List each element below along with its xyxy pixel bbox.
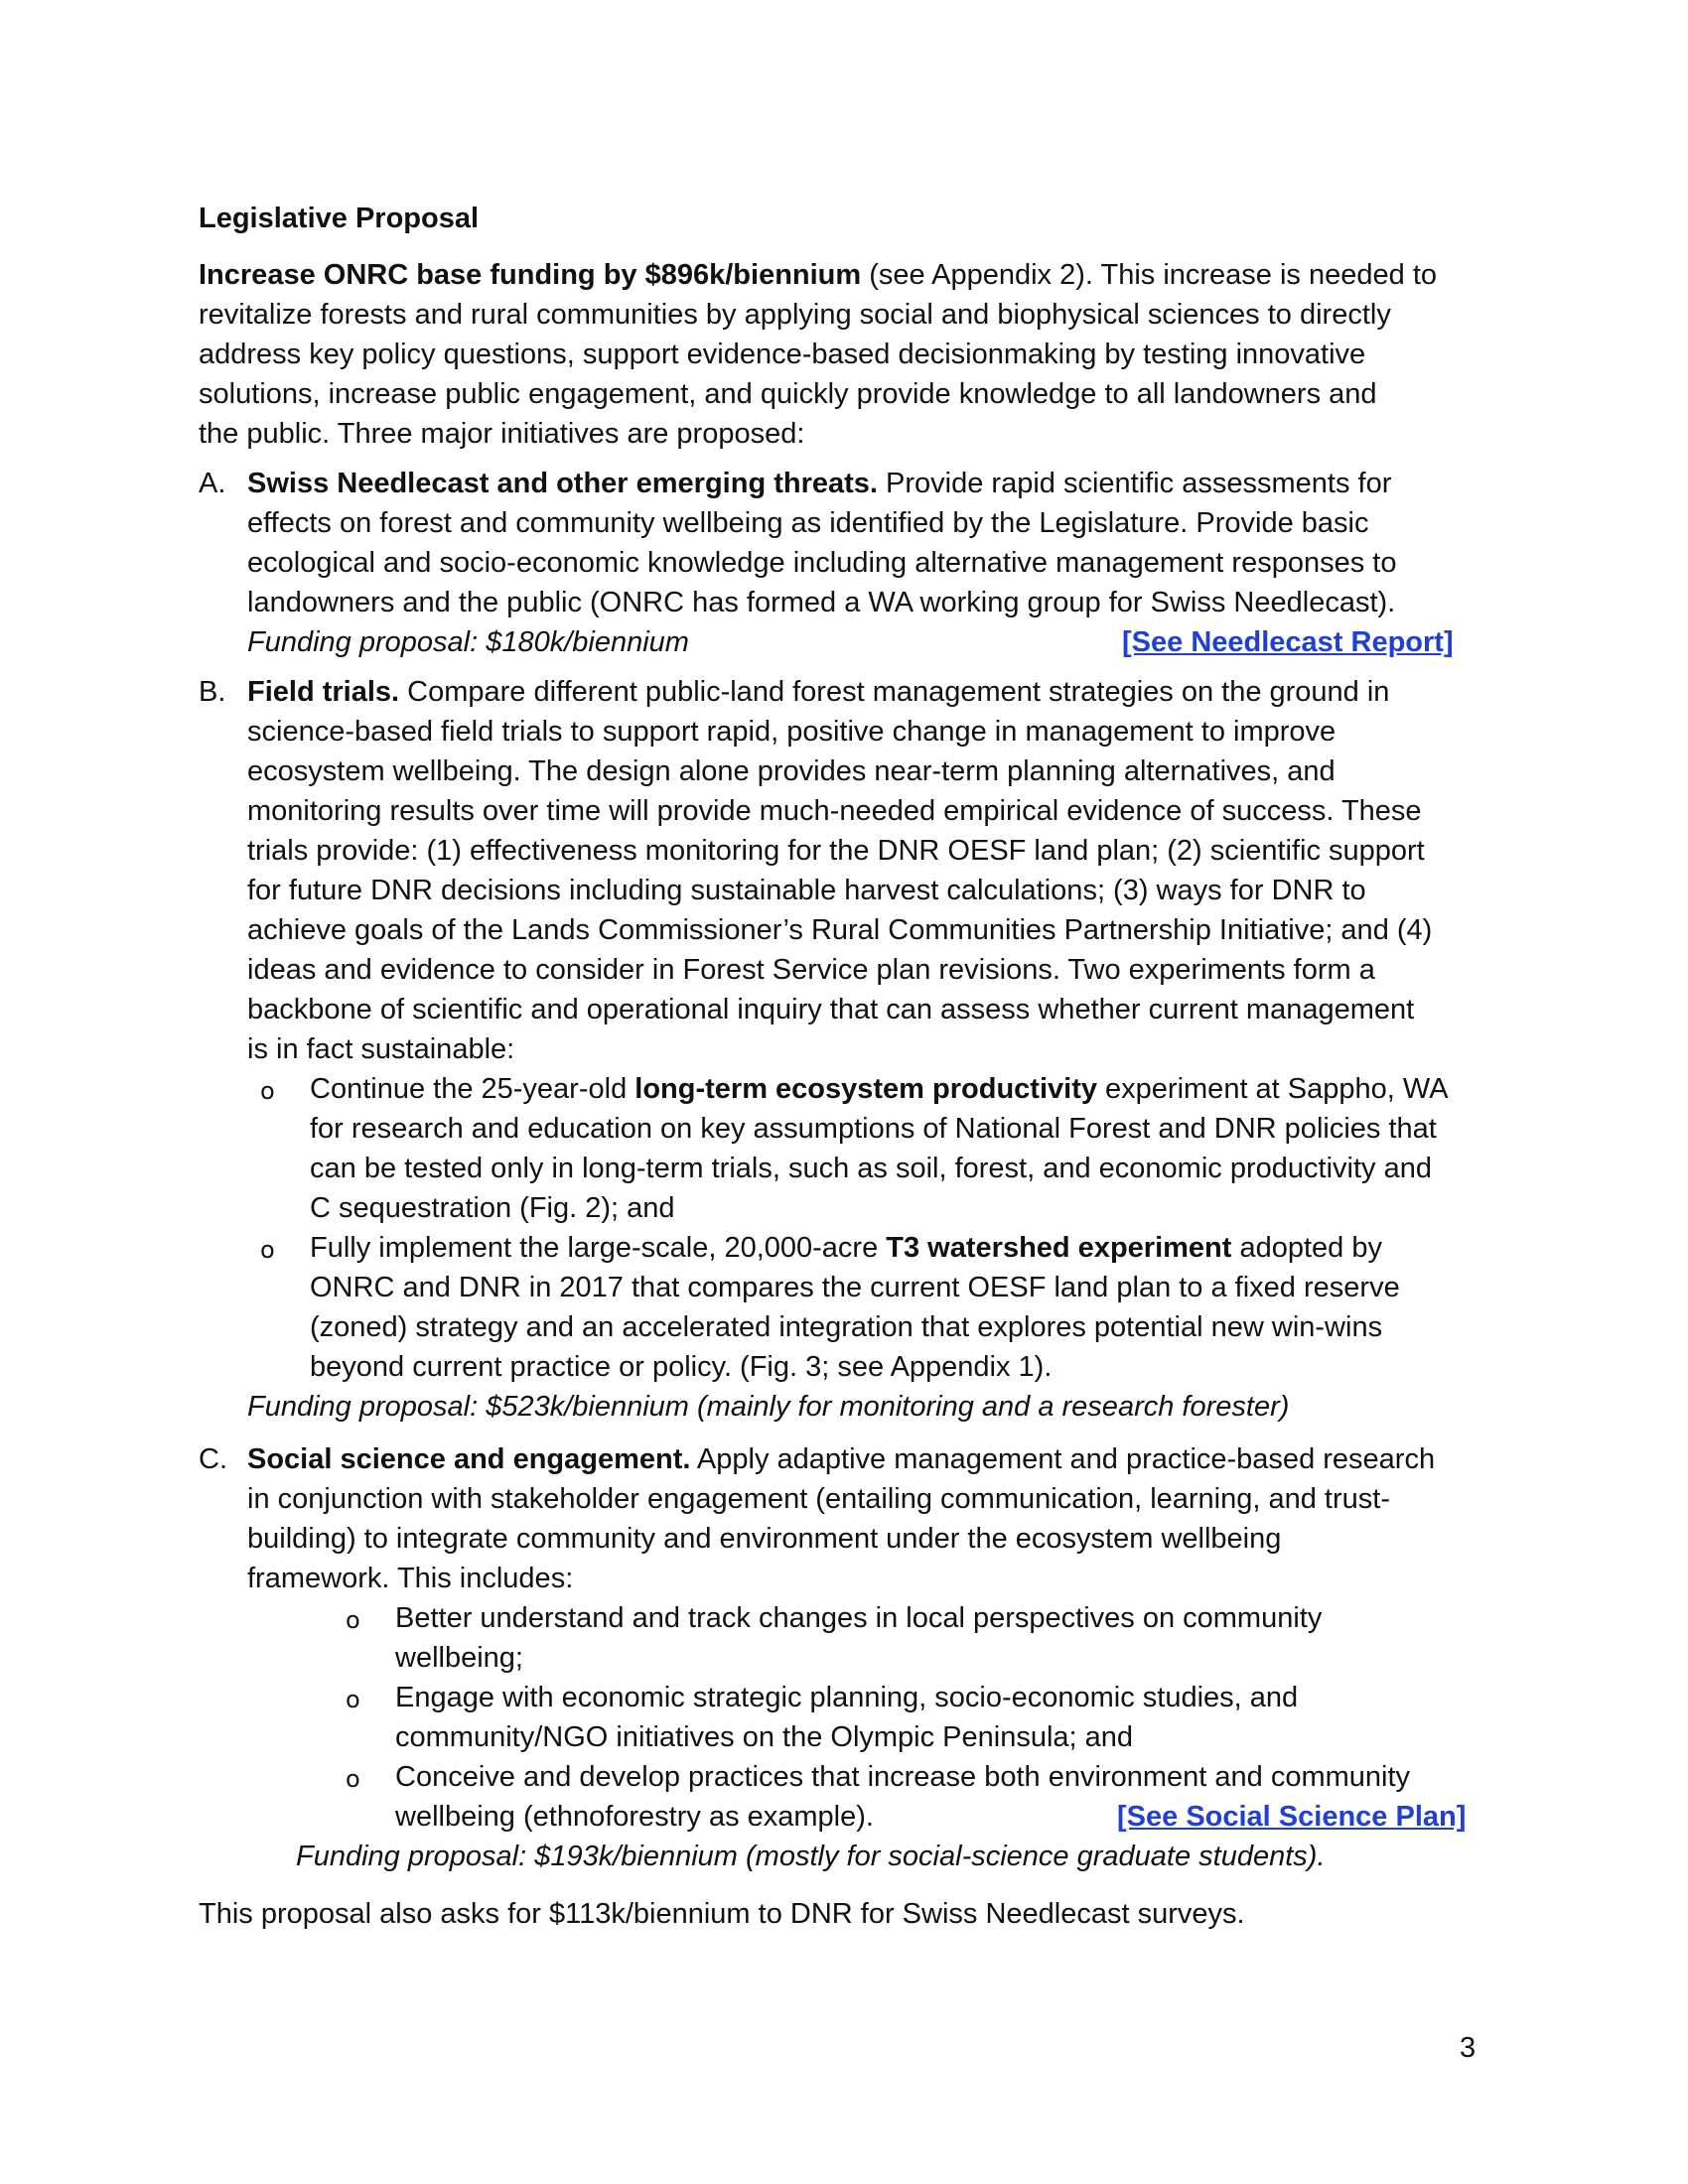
- section-b-marker: B.: [199, 676, 226, 708]
- section-b-bullet-2-line: ONRC and DNR in 2017 that compares the current OESF land plan to a fixed reserve: [310, 1272, 1400, 1303]
- section-c-title: Social science and engagement.: [247, 1443, 691, 1475]
- section-b-line: science-based field trials to support rapid, positive change in management to improve: [247, 716, 1336, 748]
- bullet-icon: o: [260, 1077, 275, 1105]
- section-c-line: framework. This includes:: [247, 1563, 574, 1594]
- section-b-bullet-1-line: for research and education on key assumptions of National Forest and DNR policies that: [310, 1113, 1437, 1145]
- intro-line: address key policy questions, support evidence-based decisionmaking by testing innovative: [199, 339, 1366, 370]
- section-b-bullet-2-line-1: Fully implement the large-scale, 20,000-acre T3 watershed experiment adopted by: [310, 1232, 1382, 1264]
- page-heading: Legislative Proposal: [199, 203, 480, 234]
- section-a-line: effects on forest and community wellbeing as identified by the Legislature. Provide basic: [247, 507, 1369, 539]
- section-a-title: Swiss Needlecast and other emerging threats.: [247, 468, 878, 499]
- section-c-funding: Funding proposal: $193k/biennium (mostly for social-science graduate students).: [296, 1841, 1326, 1872]
- section-a-funding: Funding proposal: $180k/biennium: [247, 626, 689, 658]
- section-c-marker: C.: [199, 1443, 227, 1475]
- section-b-line: trials provide: (1) effectiveness monitoring for the DNR OESF land plan; (2) scientific support: [247, 835, 1425, 867]
- section-b-line: ideas and evidence to consider in Forest Service plan revisions. Two experiments form a: [247, 954, 1375, 986]
- page-number: 3: [1460, 2032, 1477, 2064]
- bullet-icon: o: [346, 1686, 360, 1713]
- section-a-marker: A.: [199, 468, 226, 499]
- section-b-line: backbone of scientific and operational inquiry that can assess whether current management: [247, 994, 1415, 1025]
- bullet-icon: o: [346, 1606, 360, 1634]
- section-c-line-1: Social science and engagement. Apply adaptive management and practice-based research: [247, 1443, 1436, 1475]
- section-b-title: Field trials.: [247, 676, 400, 708]
- section-c-bullet-2-line: community/NGO initiatives on the Olympic Peninsula; and: [395, 1721, 1134, 1753]
- section-c-bullet-1-line: Better understand and track changes in local perspectives on community: [395, 1602, 1323, 1634]
- intro-line: revitalize forests and rural communities by applying social and biophysical sciences to directly: [199, 299, 1391, 331]
- bullet-icon: o: [346, 1765, 360, 1793]
- section-a-line: ecological and socio-economic knowledge including alternative management responses to: [247, 547, 1397, 579]
- intro-line-1: Increase ONRC base funding by $896k/biennium (see Appendix 2). This increase is needed to: [199, 259, 1438, 291]
- intro-line: solutions, increase public engagement, and quickly provide knowledge to all landowners and: [199, 378, 1377, 410]
- intro-line: the public. Three major initiatives are proposed:: [199, 418, 805, 450]
- section-c-bullet-3-line: Conceive and develop practices that increase both environment and community: [395, 1761, 1411, 1793]
- intro-bold-lead: Increase ONRC base funding by $896k/biennium: [199, 259, 862, 291]
- section-b-line: is in fact sustainable:: [247, 1033, 515, 1065]
- section-b-bullet-1-line-1: Continue the 25-year-old long-term ecosystem productivity experiment at Sappho, WA: [310, 1073, 1449, 1105]
- section-a-line-1: Swiss Needlecast and other emerging threats. Provide rapid scientific assessments for: [247, 468, 1392, 499]
- section-b-bullet-2-line: beyond current practice or policy. (Fig. 3; see Appendix 1).: [310, 1351, 1053, 1383]
- bullet-icon: o: [260, 1236, 275, 1264]
- section-c-bullet-2-line: Engage with economic strategic planning, socio-economic studies, and: [395, 1682, 1299, 1713]
- section-b-line-1: Field trials. Compare different public-land forest management strategies on the ground in: [247, 676, 1390, 708]
- section-c-bullet-1-line: wellbeing;: [395, 1642, 523, 1674]
- section-b-line: for future DNR decisions including sustainable harvest calculations; (3) ways for DNR to: [247, 875, 1366, 906]
- section-b-funding: Funding proposal: $523k/biennium (mainly for monitoring and a research forester): [247, 1391, 1290, 1423]
- section-c-bullet-3-line: wellbeing (ethnoforestry as example).: [395, 1801, 874, 1833]
- section-c-line: in conjunction with stakeholder engagement (entailing communication, learning, and trust-: [247, 1483, 1390, 1515]
- section-b-line: ecosystem wellbeing. The design alone provides near-term planning alternatives, and: [247, 755, 1336, 787]
- section-b-line: monitoring results over time will provide much-needed empirical evidence of success. These: [247, 795, 1422, 827]
- section-b-bullet-1-line: can be tested only in long-term trials, such as soil, forest, and economic productivity and: [310, 1153, 1432, 1184]
- social-science-plan-link[interactable]: [See Social Science Plan]: [1117, 1801, 1467, 1833]
- section-c-line: building) to integrate community and environment under the ecosystem wellbeing: [247, 1523, 1282, 1555]
- closing-paragraph: This proposal also asks for $113k/biennium to DNR for Swiss Needlecast surveys.: [199, 1898, 1245, 1930]
- needlecast-report-link[interactable]: [See Needlecast Report]: [1122, 626, 1454, 658]
- section-b-bullet-1-line: C sequestration (Fig. 2); and: [310, 1192, 675, 1224]
- section-b-bullet-2-line: (zoned) strategy and an accelerated integration that explores potential new win-wins: [310, 1311, 1383, 1343]
- section-a-line: landowners and the public (ONRC has formed a WA working group for Swiss Needlecast).: [247, 587, 1396, 618]
- section-b-line: achieve goals of the Lands Commissioner’s Rural Communities Partnership Initiative; and (4): [247, 914, 1433, 946]
